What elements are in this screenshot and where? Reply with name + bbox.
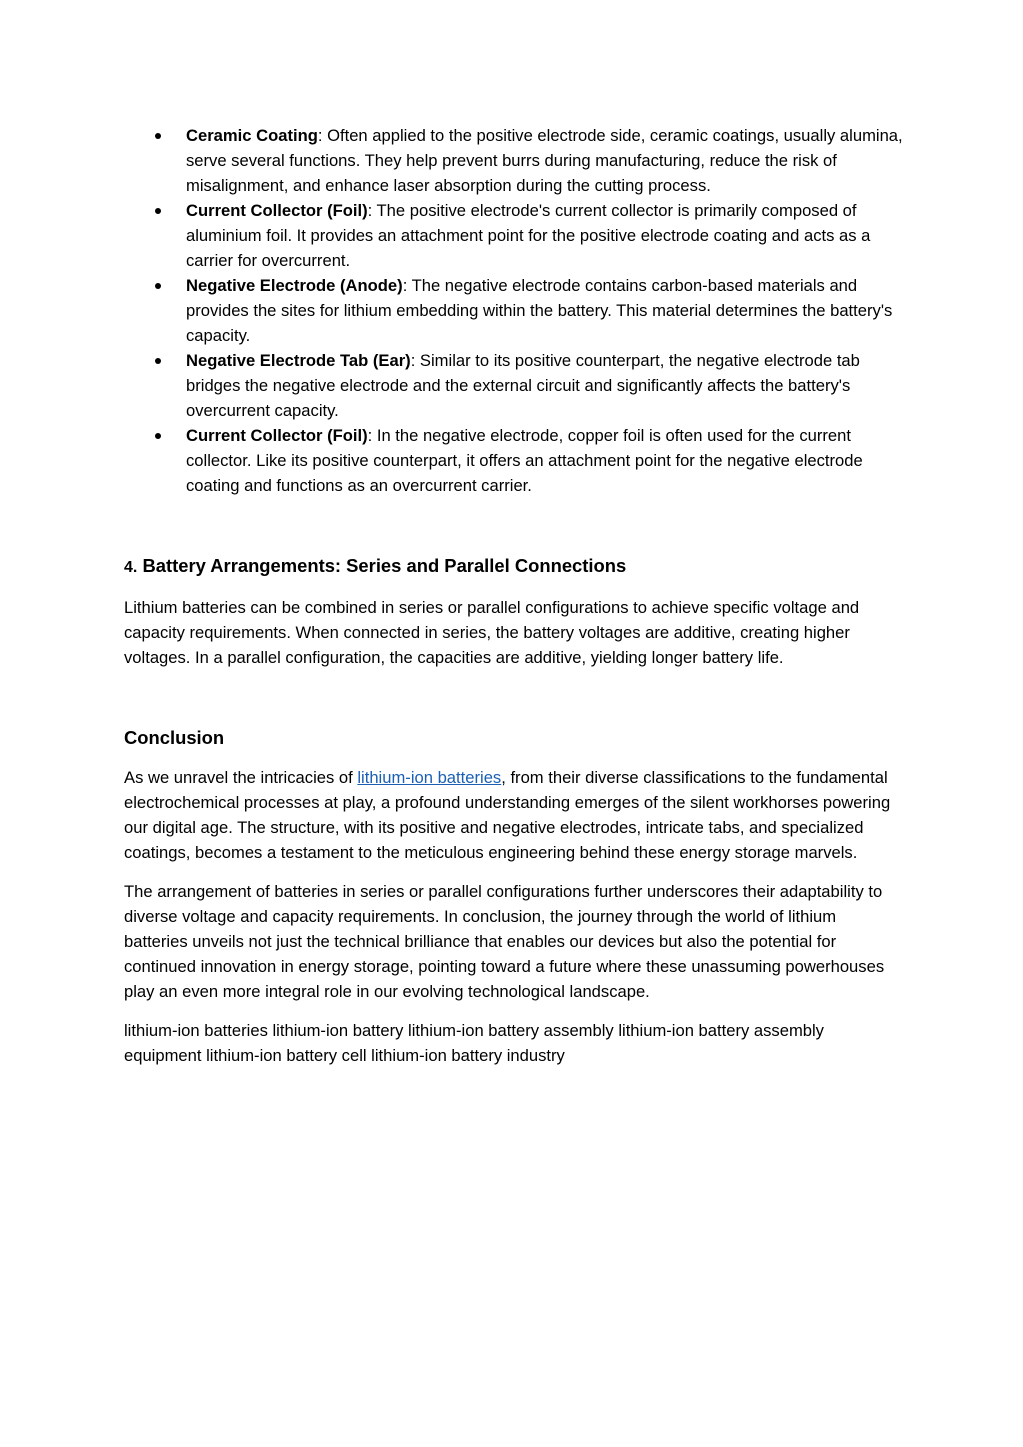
section-number: 4. (124, 559, 138, 576)
paragraph-text: , from their diverse classifications to the fundamental electrochemical processes at play, a profound understanding emerges of the silent workhorses powering our digital age. The structure, with its positive and negative electrodes, intricate tabs, and specialized coatings, becomes a testament to the meticulous engineering behind these energy storage marvels. (124, 768, 891, 862)
bullet-term: Current Collector (Foil) (186, 426, 368, 445)
component-bullet-list (124, 123, 903, 498)
bullet-term: Negative Electrode (Anode) (186, 276, 403, 295)
list-item (124, 348, 903, 423)
bullet-icon (155, 358, 161, 364)
bullet-icon (155, 208, 161, 214)
conclusion-paragraph-1 (124, 765, 903, 865)
lithium-ion-batteries-link[interactable]: lithium-ion batteries (357, 768, 502, 787)
bullet-text: : The negative electrode contains carbon-based materials and provides the sites for lithium embedding within the battery. This material determines the battery's capacity. (186, 276, 893, 345)
section-4-heading (124, 553, 903, 580)
bullet-icon (155, 433, 161, 439)
list-item (124, 198, 903, 273)
section-title: Battery Arrangements: Series and Parallel Connections (137, 555, 627, 576)
bullet-term: Ceramic Coating (186, 126, 318, 145)
list-item (124, 123, 903, 198)
list-item (124, 423, 903, 498)
bullet-text: : Often applied to the positive electrode side, ceramic coatings, usually alumina, serve several functions. They help prevent burrs during manufacturing, reduce the risk of misalignment, and enhance laser absorption during the cutting process. (186, 126, 903, 195)
section-4-paragraph: Lithium batteries can be combined in series or parallel configurations to achieve specific voltage and capacity requirements. When connected in series, the battery voltages are additive, creating higher voltages. In a parallel configuration, the capacities are additive, yielding longer battery life. (124, 598, 860, 667)
bullet-term: Negative Electrode Tab (Ear) (186, 351, 411, 370)
bullet-term: Current Collector (Foil) (186, 201, 368, 220)
list-item (124, 273, 903, 348)
bullet-text: : The positive electrode's current collector is primarily composed of aluminium foil. It provides an attachment point for the positive electrode coating and acts as a carrier for overcurrent. (186, 201, 871, 270)
conclusion-paragraph-2: The arrangement of batteries in series or parallel configurations further underscores their adaptability to diverse voltage and capacity requirements. In conclusion, the journey through the world of lithium batteries unveils not just the technical brilliance that enables our devices but also the potential for continued innovation in energy storage, pointing toward a future where these unassuming powerhouses play an even more integral role in our evolving technological landscape. (124, 882, 885, 1001)
conclusion-heading: Conclusion (124, 727, 225, 748)
tags-line: lithium-ion batteries lithium-ion battery lithium-ion battery assembly lithium-ion battery assembly equipment lithium-ion battery cell lithium-ion battery industry (124, 1021, 824, 1065)
bullet-icon (155, 283, 161, 289)
bullet-text: : In the negative electrode, copper foil is often used for the current collector. Like its positive counterpart, it offers an attachment point for the negative electrode coating and functions as an overcurrent carrier. (186, 426, 863, 495)
paragraph-text: As we unravel the intricacies of (124, 768, 358, 787)
bullet-icon (155, 133, 161, 139)
bullet-text: : Similar to its positive counterpart, the negative electrode tab bridges the negative electrode and the external circuit and significantly affects the battery's overcurrent capacity. (186, 351, 860, 420)
